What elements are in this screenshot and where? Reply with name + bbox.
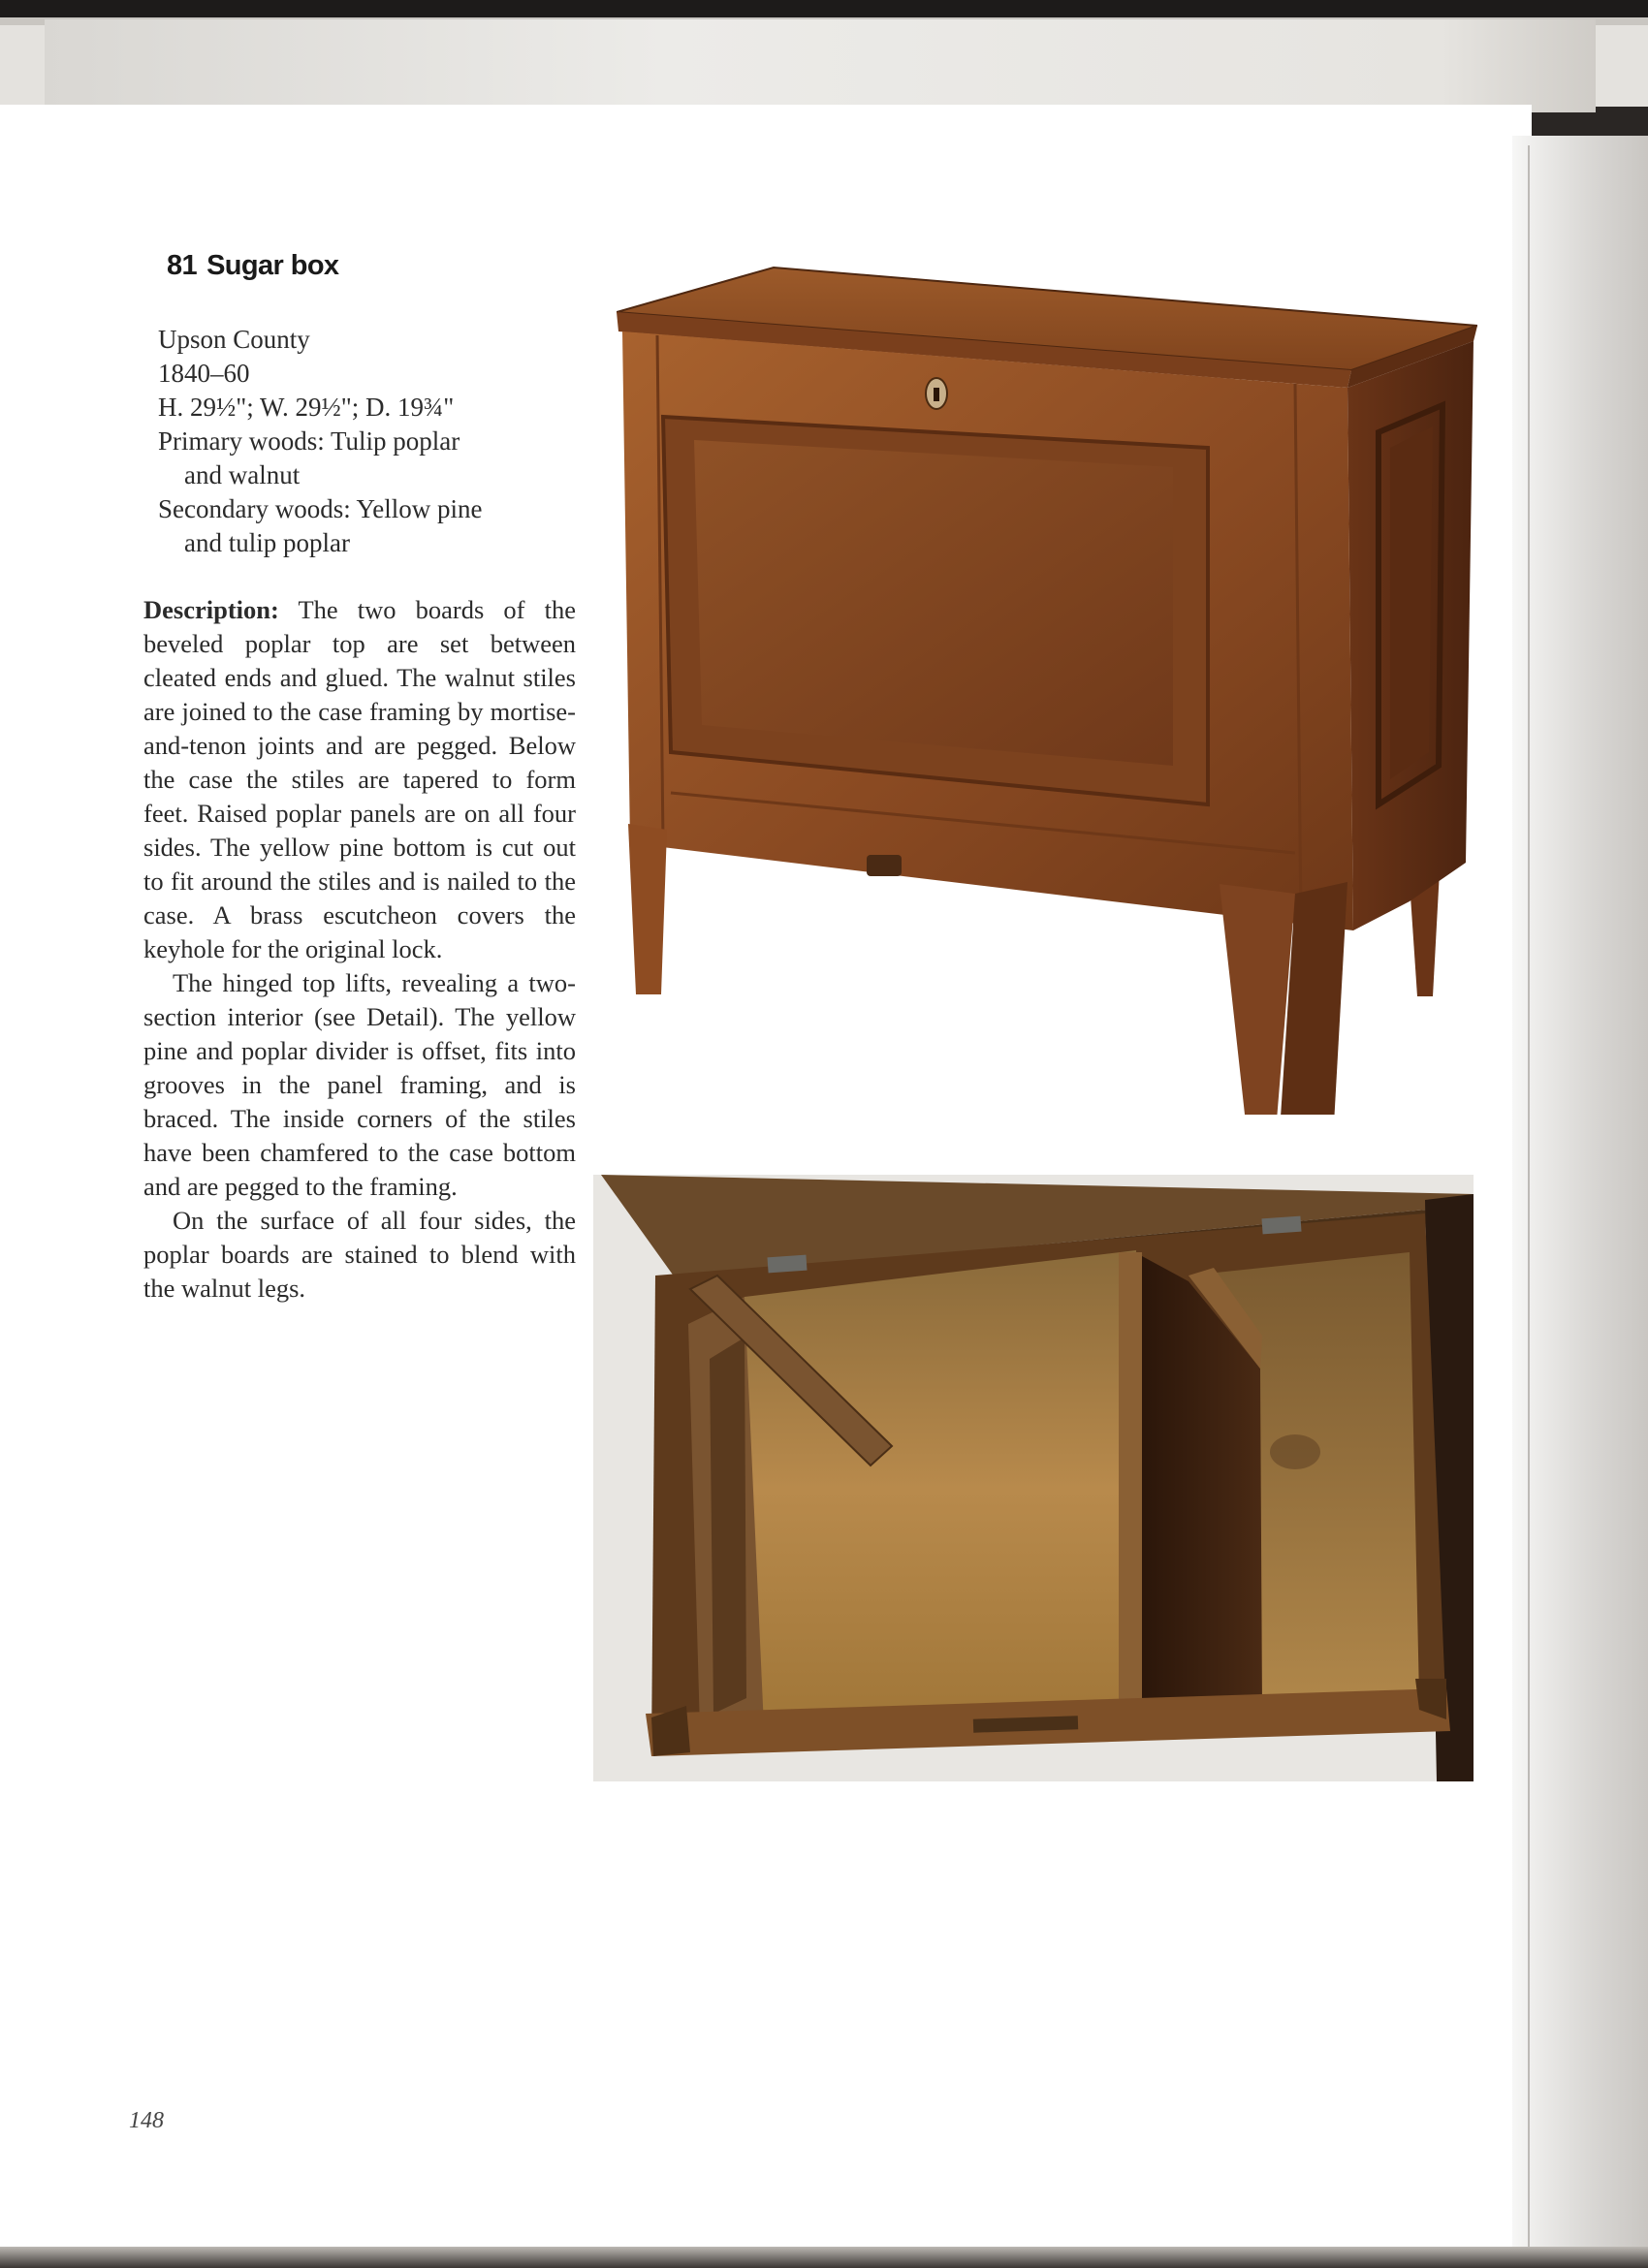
entry-title (167, 250, 338, 282)
gutter-line (1528, 145, 1530, 2249)
sugar-box-photo (617, 262, 1477, 1115)
spec-secondary-woods: Secondary woods: Yellow pine (158, 494, 483, 523)
spec-county: Upson County (158, 325, 310, 354)
description-paragraph-1 (143, 593, 576, 966)
specs-block (158, 323, 565, 560)
sugar-box-photo-image (617, 262, 1477, 1115)
spec-dimensions: H. 29½"; W. 29½"; D. 19¾" (158, 393, 455, 422)
sugar-box-interior-detail-photo (593, 1175, 1474, 1781)
spec-secondary-woods-cont: and tulip poplar (184, 528, 350, 557)
scan-bottom-edge (0, 2247, 1648, 2268)
spec-date: 1840–60 (158, 359, 250, 388)
entry-number: 81 (167, 250, 198, 281)
description-paragraph-2: The hinged top lifts, revealing a two-section interior (see Detail). The yellow pine and poplar divider is offset, fits into grooves in the panel framing, and is braced. The inside corners of the stiles have been chamfered to the case bottom and are pegged to the framing. (143, 968, 576, 1201)
page-number: 148 (129, 2108, 164, 2133)
spec-primary-woods-cont: and walnut (184, 460, 301, 489)
spec-primary-woods: Primary woods: Tulip poplar (158, 426, 460, 456)
description-label: Description: (143, 595, 279, 624)
page-gutter-shadow (1512, 136, 1648, 2258)
adjacent-page-edge (45, 19, 1596, 112)
entry-name: Sugar box (206, 250, 339, 281)
description-paragraph-3: On the surface of all four sides, the poplar boards are stained to blend with the walnut legs. (143, 1206, 576, 1303)
scan-top-edge (0, 0, 1648, 107)
sugar-box-interior-image (593, 1175, 1474, 1781)
description-block (143, 593, 576, 1306)
description-text-1: The two boards of the beveled poplar top are set between cleated ends and glued. The walnut stiles are joined to the case framing by mortise-and-tenon joints and are pegged. Below the case the stiles are tapered to form feet. Raised poplar panels are on all four sides. The yellow pine bottom is cut out to fit around the stiles and is nailed to the case. A brass escutcheon covers the keyhole for the original lock. (143, 595, 576, 963)
